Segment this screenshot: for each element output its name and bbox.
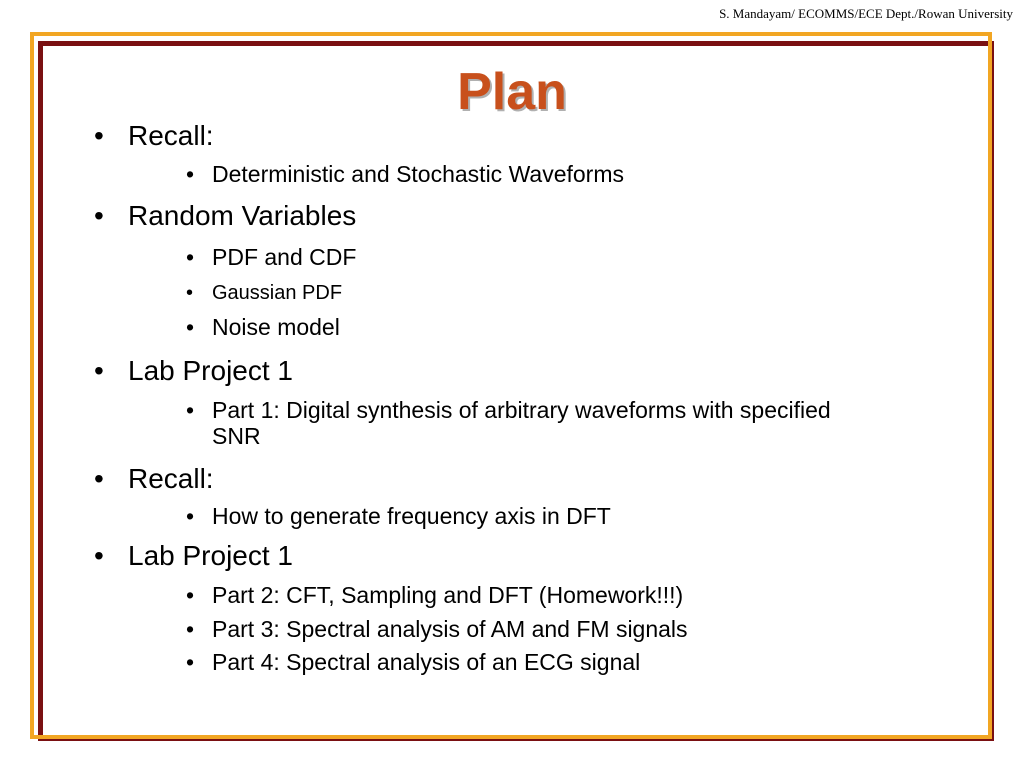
bullet-dot: • — [94, 200, 104, 231]
bullet-dot: • — [186, 649, 195, 675]
bullet-dot: • — [186, 282, 194, 304]
bullet-dot: • — [186, 503, 195, 529]
bullet-dot: • — [186, 616, 195, 642]
bullet-text: SNR — [212, 423, 261, 449]
bullet-dot: • — [186, 161, 195, 187]
bullet-dot: • — [186, 244, 195, 270]
bullet-dot: • — [94, 355, 104, 386]
bullet-text: Part 1: Digital synthesis of arbitrary waveforms with specified — [212, 397, 831, 423]
bullet-text: Random Variables — [128, 200, 357, 231]
header-credit: S. Mandayam/ ECOMMS/ECE Dept./Rowan University — [719, 6, 1013, 21]
bullet-dot: • — [94, 120, 104, 151]
bullet-dot: • — [94, 540, 104, 571]
bullet-dot: • — [186, 314, 195, 340]
bullet-dot: • — [186, 397, 195, 423]
slide-title: Plan — [457, 63, 567, 121]
bullet-dot: • — [94, 463, 104, 494]
bullet-dot: • — [186, 582, 195, 608]
bullet-text: Recall: — [128, 463, 214, 494]
bullet-text: How to generate frequency axis in DFT — [212, 503, 611, 529]
bullet-text: Part 4: Spectral analysis of an ECG signal — [212, 649, 641, 675]
bullet-text: Deterministic and Stochastic Waveforms — [212, 161, 625, 187]
bullet-text: Lab Project 1 — [128, 355, 293, 386]
bullet-text: Part 3: Spectral analysis of AM and FM signals — [212, 616, 688, 642]
bullet-text: Part 2: CFT, Sampling and DFT (Homework!!!) — [212, 582, 684, 608]
bullet-text: Gaussian PDF — [212, 282, 343, 304]
bullet-text: Noise model — [212, 314, 340, 340]
bullet-text: Lab Project 1 — [128, 540, 293, 571]
bullet-text: Recall: — [128, 120, 214, 151]
bullet-text: PDF and CDF — [212, 244, 357, 270]
